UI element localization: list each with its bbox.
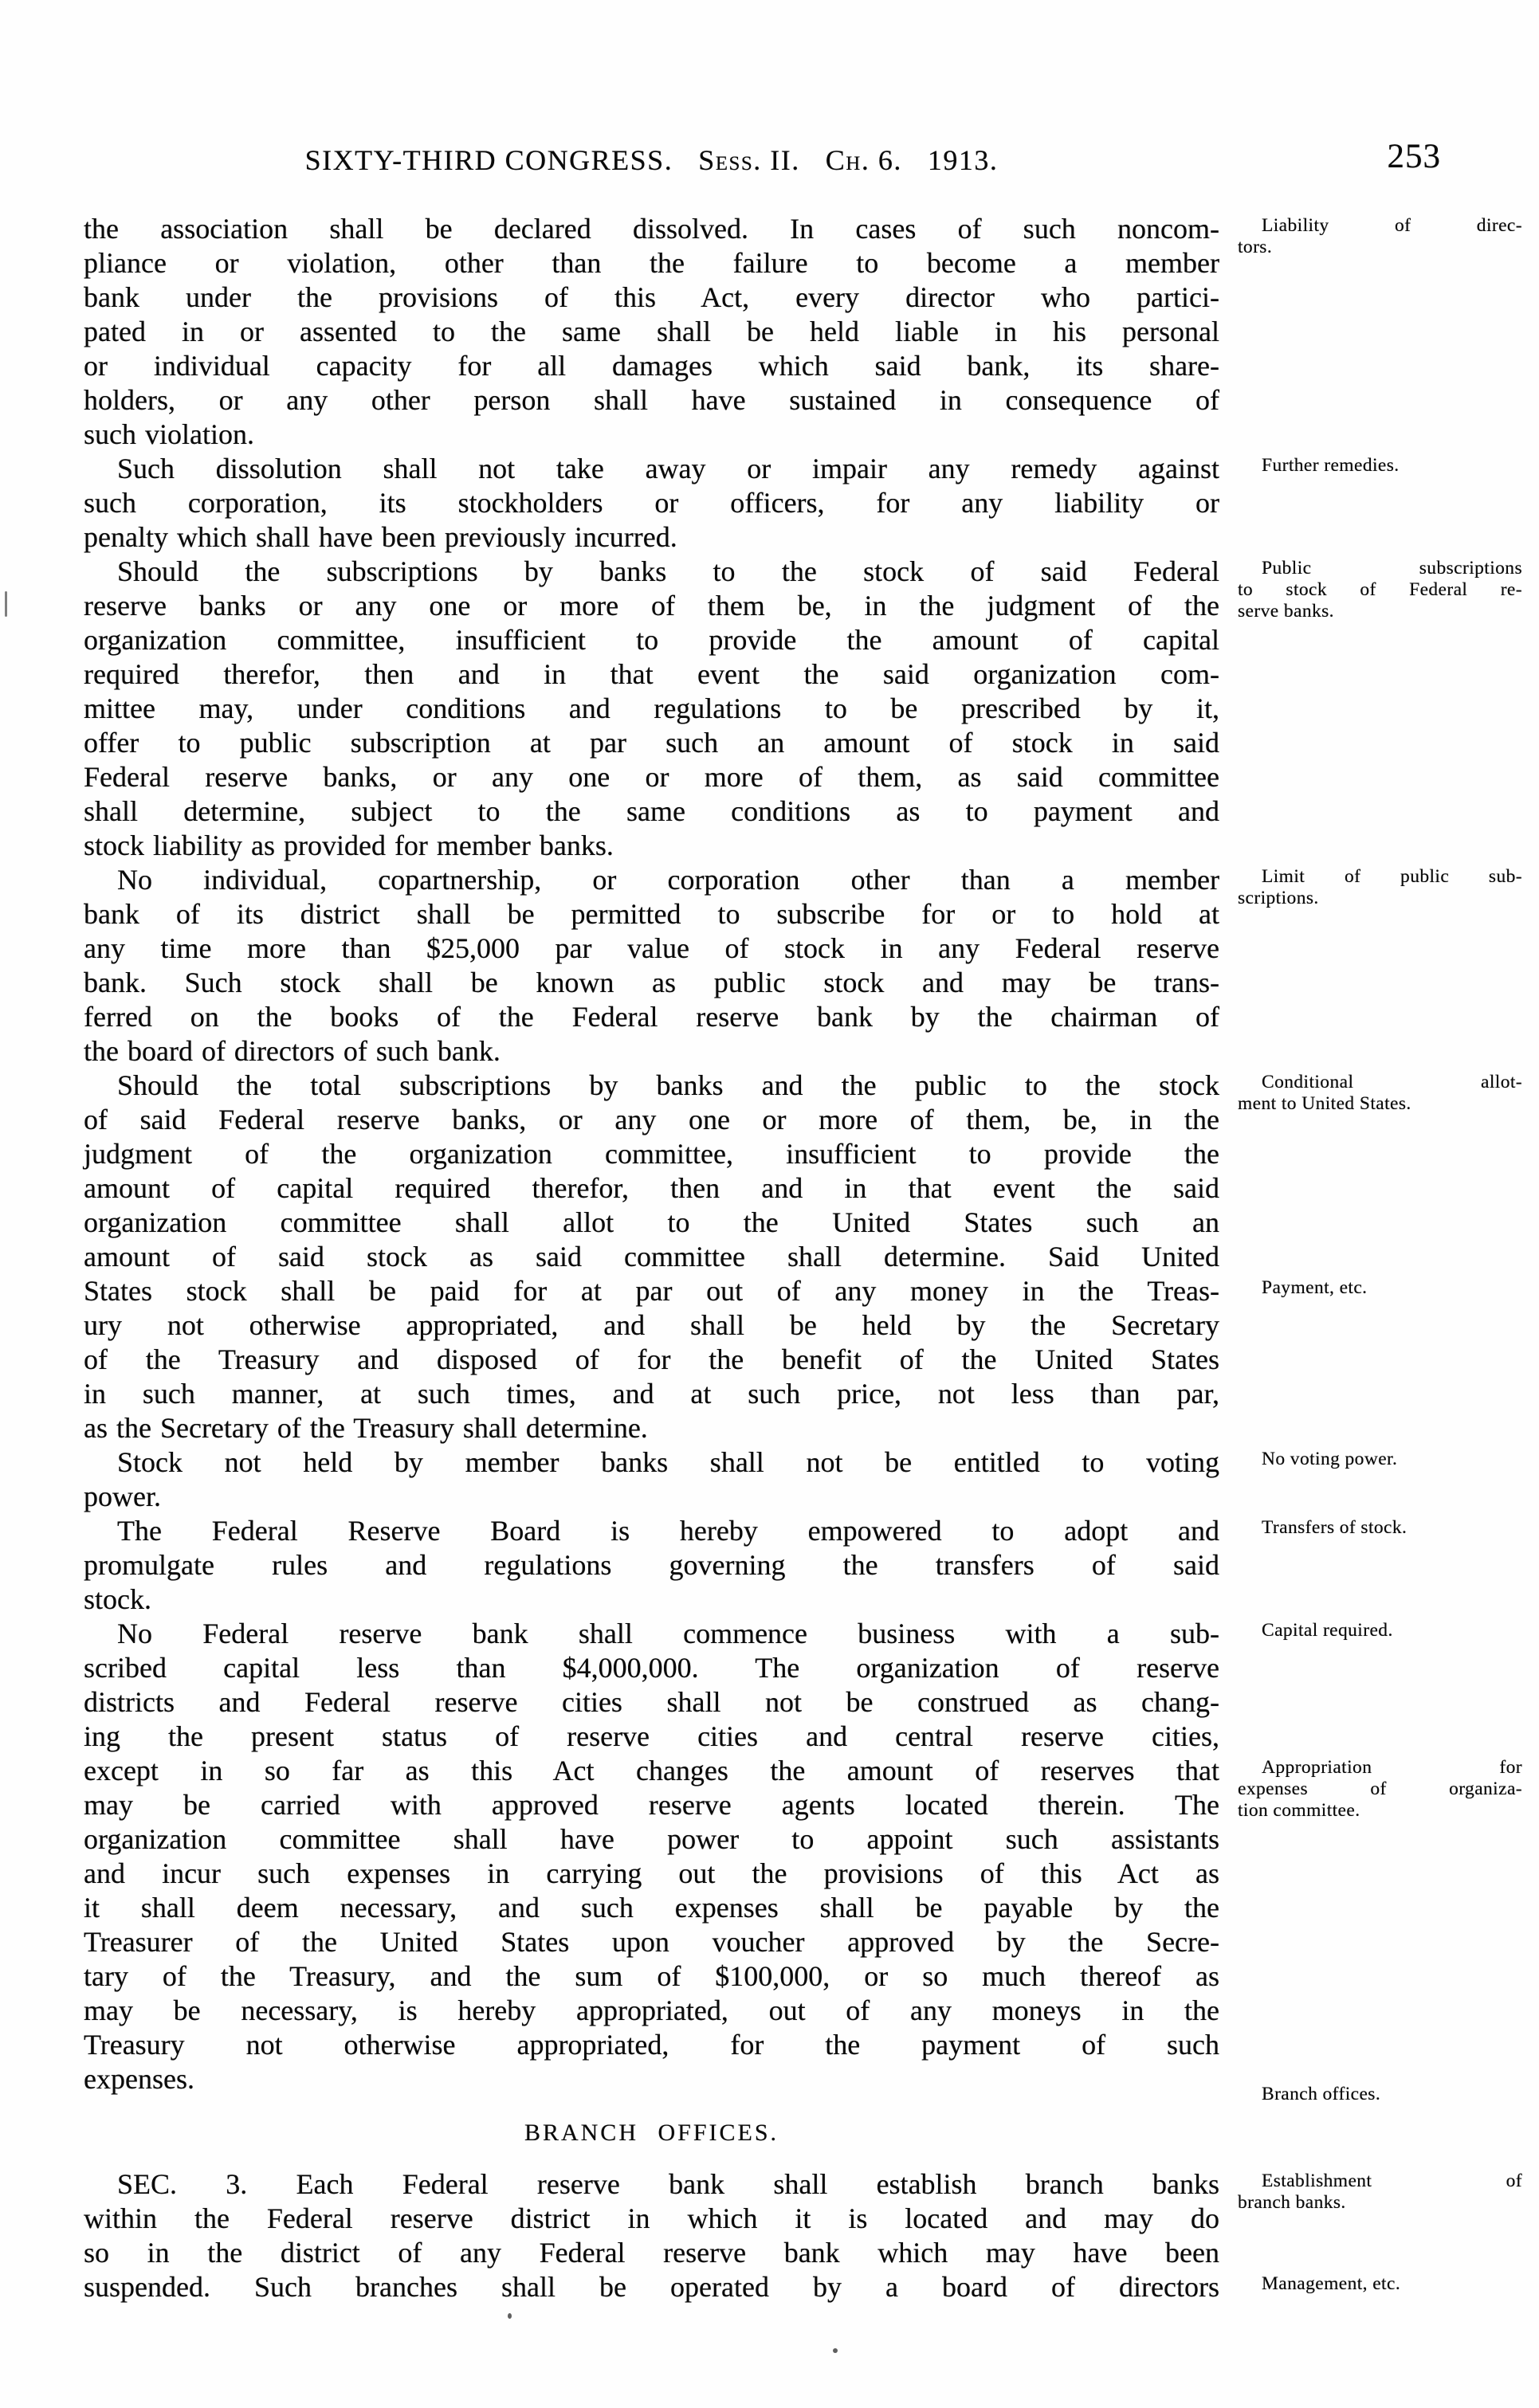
- body-line: amount of capital required therefor, then and in that event the said: [84, 1172, 1219, 1204]
- header-chapter: Ch. 6.: [825, 144, 902, 176]
- body-line: so in the district of any Federal reserve bank which may have been: [84, 2237, 1219, 2269]
- margin-note: [1238, 1072, 1522, 1115]
- body-line: ing the present status of reserve cities and central reserve cities,: [84, 1720, 1219, 1752]
- body-line: required therefor, then and in that event the said organization com-: [84, 658, 1219, 690]
- body-line: judgment of the organization committee, insufficient to provide the: [84, 1138, 1219, 1170]
- body-line: bank of its district shall be permitted to subscribe for or to hold at: [84, 898, 1219, 930]
- body-line: penalty which shall have been previously incurred.: [84, 521, 677, 553]
- body-line: tary of the Treasury, and the sum of $100,000, or so much thereof as: [84, 1960, 1219, 1992]
- margin-column: [1238, 0, 1522, 2408]
- margin-note-line: Liability of direc-: [1262, 215, 1522, 236]
- margin-note: [1238, 2273, 1522, 2295]
- body-line: pated in or assented to the same shall be held liable in his personal: [84, 316, 1219, 347]
- body-line: organization committee, insufficient to provide the amount of capital: [84, 624, 1219, 656]
- body-line: shall determine, subject to the same conditions as to payment and: [84, 795, 1219, 827]
- body-line: it shall deem necessary, and such expenses shall be payable by the: [84, 1892, 1219, 1924]
- margin-note-line: Transfers of stock.: [1262, 1517, 1407, 1538]
- margin-note: [1238, 1517, 1522, 1539]
- margin-note: [1238, 1620, 1522, 1641]
- body-line: Federal reserve banks, or any one or more of them, as said committee: [84, 761, 1219, 793]
- body-line: No individual, copartnership, or corporation other than a member: [117, 864, 1219, 896]
- margin-note: [1238, 215, 1522, 258]
- scan-speck: [833, 2348, 838, 2353]
- margin-note-line: to stock of Federal re-: [1238, 579, 1522, 600]
- body-line: No Federal reserve bank shall commence business with a sub-: [117, 1618, 1219, 1649]
- body-line: suspended. Such branches shall be operated by a board of directors: [84, 2271, 1219, 2303]
- body-line: organization committee shall have power to appoint such assistants: [84, 1823, 1219, 1855]
- margin-note-line: scriptions.: [1238, 888, 1319, 908]
- body-line: of the Treasury and disposed of for the benefit of the United States: [84, 1343, 1219, 1375]
- margin-note-line: Capital required.: [1262, 1620, 1393, 1641]
- body-line: reserve banks or any one or more of them be, in the judgment of the: [84, 590, 1219, 622]
- body-line: holders, or any other person shall have sustained in consequence of: [84, 384, 1219, 416]
- header-year: 1913.: [927, 144, 999, 176]
- scan-speck: [5, 591, 7, 617]
- body-line: bank. Such stock shall be known as public stock and may be trans-: [84, 967, 1219, 998]
- body-line: organization committee shall allot to the United States such an: [84, 1206, 1219, 1238]
- body-line: such violation.: [84, 418, 254, 450]
- body-line: as the Secretary of the Treasury shall determine.: [84, 1412, 648, 1444]
- margin-note-line: Management, etc.: [1262, 2273, 1401, 2294]
- section-heading: BRANCH OFFICES.: [524, 2120, 779, 2146]
- margin-note-line: Limit of public sub-: [1262, 866, 1522, 887]
- margin-note-line: Conditional allot-: [1262, 1072, 1522, 1092]
- margin-note: [1238, 1449, 1522, 1470]
- body-line: Treasurer of the United States upon voucher approved by the Secre-: [84, 1926, 1219, 1958]
- margin-note-line: branch banks.: [1238, 2192, 1346, 2213]
- header-congress: SIXTY-THIRD CONGRESS.: [304, 144, 673, 176]
- body-line: such corporation, its stockholders or officers, for any liability or: [84, 487, 1219, 519]
- margin-note-line: Payment, etc.: [1262, 1277, 1368, 1298]
- margin-note: [1238, 1757, 1522, 1822]
- body-line: may be necessary, is hereby appropriated, out of any moneys in the: [84, 1994, 1219, 2026]
- margin-note-line: expenses of organiza-: [1238, 1779, 1522, 1799]
- margin-note-line: tors.: [1238, 237, 1273, 257]
- margin-note-line: Further remedies.: [1262, 455, 1400, 476]
- body-line: States stock shall be paid for at par out of any money in the Treas-: [84, 1275, 1219, 1307]
- body-line: the board of directors of such bank.: [84, 1035, 501, 1067]
- body-line: except in so far as this Act changes the amount of reserves that: [84, 1755, 1219, 1786]
- body-line: expenses.: [84, 2063, 194, 2095]
- body-line: any time more than $25,000 par value of stock in any Federal reserve: [84, 932, 1219, 964]
- margin-note: [1238, 558, 1522, 622]
- body-line: districts and Federal reserve cities shall not be construed as chang-: [84, 1686, 1219, 1718]
- body-line: ferred on the books of the Federal reserve bank by the chairman of: [84, 1001, 1219, 1033]
- body-line: in such manner, at such times, and at such price, not less than par,: [84, 1378, 1219, 1410]
- body-line: power.: [84, 1480, 161, 1512]
- body-line: stock liability as provided for member banks.: [84, 829, 614, 861]
- body-line: amount of said stock as said committee shall determine. Said United: [84, 1241, 1219, 1273]
- body-line: Should the total subscriptions by banks and the public to the stock: [117, 1069, 1219, 1101]
- margin-note: [1238, 455, 1522, 477]
- margin-note-line: ment to United States.: [1238, 1093, 1411, 1114]
- margin-note: [1238, 2171, 1522, 2214]
- body-line: and incur such expenses in carrying out the provisions of this Act as: [84, 1857, 1219, 1889]
- page-number: 253: [1387, 138, 1441, 175]
- body-line: within the Federal reserve district in which it is located and may do: [84, 2202, 1219, 2234]
- margin-note-line: No voting power.: [1262, 1449, 1398, 1469]
- body-line: Treasury not otherwise appropriated, for the payment of such: [84, 2029, 1219, 2061]
- header-session: Sess. II.: [698, 144, 800, 176]
- body-line: stock.: [84, 1583, 151, 1615]
- margin-note-line: Public subscriptions: [1262, 558, 1522, 578]
- body-line: scribed capital less than $4,000,000. The organization of reserve: [84, 1652, 1219, 1684]
- margin-note-line: Branch offices.: [1262, 2084, 1381, 2104]
- body-line: Such dissolution shall not take away or impair any remedy against: [117, 453, 1219, 484]
- body-line: of said Federal reserve banks, or any one or more of them, be, in the: [84, 1104, 1219, 1135]
- margin-note-line: Establishment of: [1262, 2171, 1522, 2191]
- body-line: Stock not held by member banks shall not be entitled to voting: [117, 1446, 1219, 1478]
- body-line: ury not otherwise appropriated, and shall be held by the Secretary: [84, 1309, 1219, 1341]
- body-line: pliance or violation, other than the failure to become a member: [84, 247, 1219, 279]
- body-line: bank under the provisions of this Act, every director who partici-: [84, 281, 1219, 313]
- body-line: the association shall be declared dissolved. In cases of such noncom-: [84, 213, 1219, 245]
- margin-note: [1238, 2084, 1522, 2105]
- body-line: The Federal Reserve Board is hereby empowered to adopt and: [117, 1515, 1219, 1547]
- margin-note: [1238, 866, 1522, 909]
- body-line: mittee may, under conditions and regulations to be prescribed by it,: [84, 692, 1219, 724]
- body-line: may be carried with approved reserve agents located therein. The: [84, 1789, 1219, 1821]
- margin-note-line: Appropriation for: [1262, 1757, 1522, 1778]
- margin-note: [1238, 1277, 1522, 1299]
- body-line: promulgate rules and regulations governing the transfers of said: [84, 1549, 1219, 1581]
- margin-note-line: tion committee.: [1238, 1800, 1360, 1821]
- text-column: [84, 0, 1219, 2408]
- body-line: offer to public subscription at par such an amount of stock in said: [84, 727, 1219, 759]
- margin-note-line: serve banks.: [1238, 601, 1334, 622]
- body-line: or individual capacity for all damages which said bank, its share-: [84, 350, 1219, 382]
- body-line: SEC. 3. Each Federal reserve bank shall establish branch banks: [117, 2168, 1219, 2200]
- body-line: Should the subscriptions by banks to the stock of said Federal: [117, 555, 1219, 587]
- scan-speck: [508, 2313, 512, 2319]
